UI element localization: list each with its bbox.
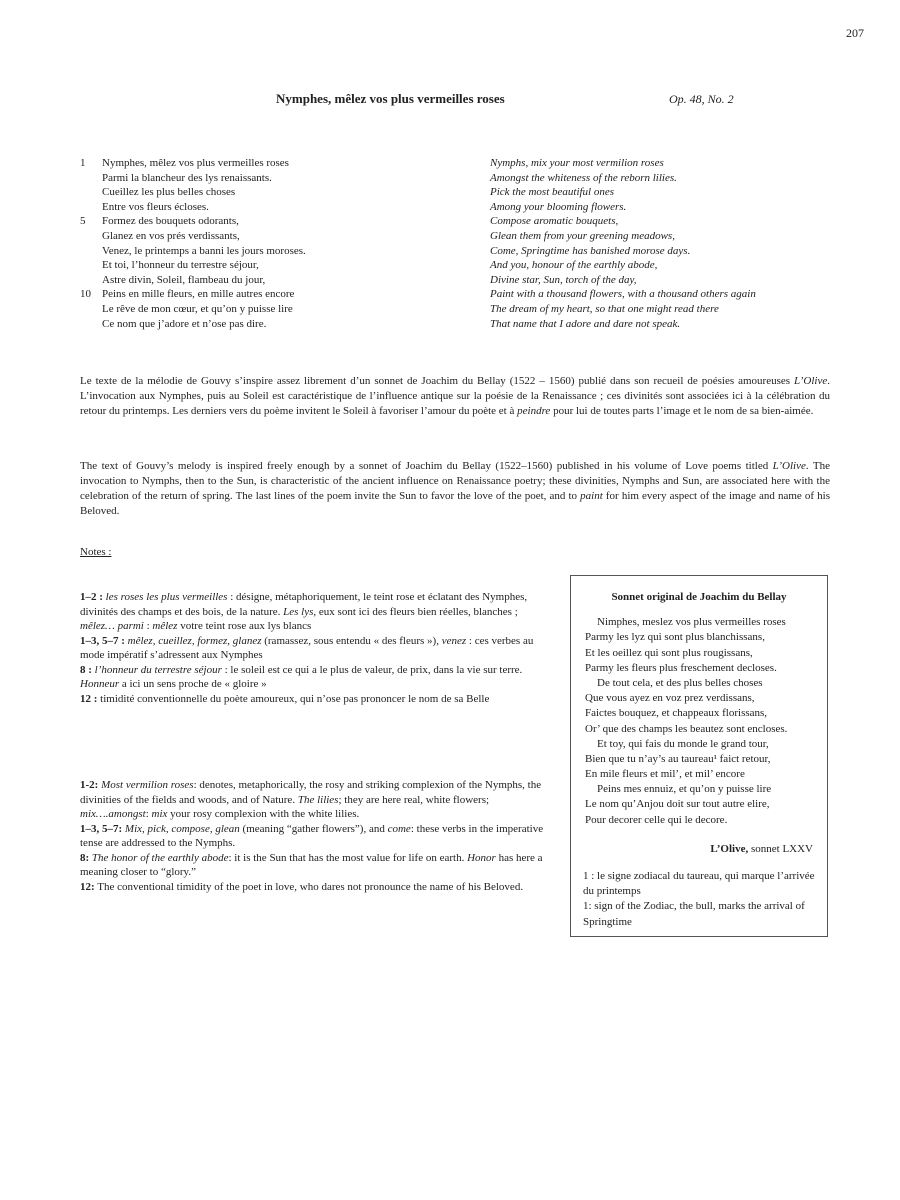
sonnet-line: Nimphes, meslez vos plus vermeilles roses <box>597 616 786 629</box>
sonnet-line: Or’ que des champs les beautez sont encloses. <box>585 722 788 735</box>
poem-fr-line <box>80 171 306 186</box>
note-item <box>80 590 550 634</box>
italic-run: The honor of the earthly abode <box>91 851 229 864</box>
source-detail: sonnet LXXV <box>748 842 813 855</box>
sonnet-line: De tout cela, et des plus belles choses <box>597 676 763 689</box>
verse-text: Venez, le printemps a banni les jours moroses. <box>102 244 306 257</box>
sonnet-line: En mile fleurs et mil’, et mil’ encore <box>585 768 745 781</box>
opus-number: Op. 48, No. 2 <box>669 92 734 106</box>
note-item <box>80 692 550 707</box>
italic-run: peindre <box>517 405 551 417</box>
text-run: votre teint rose aux lys blancs <box>177 620 312 632</box>
italic-run: Most vermilion roses <box>101 779 194 791</box>
verse-text: Formez des bouquets odorants, <box>102 215 239 228</box>
text-run: (ramassez, sous entendu « des fleurs »), <box>261 634 442 647</box>
verse-text: Le rêve de mon cœur, et qu’on y puisse lire <box>102 302 293 315</box>
text-run: : denotes, metaphorically, the rosy and striking complexion of the Nymphs, the divinities of the fields and woods, and of Nature. <box>80 779 542 806</box>
note-item <box>80 822 550 851</box>
source-title: L’Olive, <box>710 842 749 855</box>
poem-fr-line <box>80 214 306 229</box>
poem-english <box>490 156 756 331</box>
verse-text: Entre vos fleurs écloses. <box>102 200 209 213</box>
note-ref: 1-2: <box>80 779 99 791</box>
poem-fr-line <box>80 229 306 244</box>
italic-run: Mix, pick, compose, glean <box>124 822 240 835</box>
verse-text: Parmi la blancheur des lys renaissants. <box>102 171 272 184</box>
line-number <box>80 258 102 273</box>
text-run: The text of Gouvy’s melody is inspired freely enough by a sonnet of Joachim du Bellay (1522–1560) published in his volume of Love poems titled <box>80 460 773 472</box>
poem-fr-line <box>80 185 306 200</box>
poem-en-line: And you, honour of the earthly abode, <box>490 259 658 272</box>
commentary-french <box>80 374 830 419</box>
notes-french <box>80 590 550 706</box>
poem-fr-line <box>80 200 306 215</box>
text-run: timidité conventionnelle du poète amoureux, qui n’ose pas prononcer le nom de sa Belle <box>97 692 490 705</box>
italic-run: The lilies <box>297 793 339 806</box>
verse-text: Glanez en vos prés verdissants, <box>102 229 240 242</box>
sonnet-line: Et les oeillez qui sont plus rougissans, <box>585 646 753 659</box>
sonnet-line: Faictes bouquez, et chappeaux florissans, <box>585 707 768 720</box>
text-run: : it is the Sun that has the most value for life on earth. <box>228 851 468 864</box>
sonnet-line: Parmy les lyz qui sont plus blanchissans, <box>585 631 765 644</box>
line-number <box>80 317 102 332</box>
line-number: 1 <box>80 157 86 169</box>
poem-fr-line <box>80 156 306 171</box>
note-ref: 1–3, 5–7 : <box>80 634 125 647</box>
poem-en-line: Among your blooming flowers. <box>490 200 627 213</box>
sonnet-source <box>571 842 827 857</box>
text-run: : ces verbes au mode impératif s’adressent aux Nymphes <box>80 634 534 661</box>
poem-en-line: Come, Springtime has banished morose days. <box>490 244 691 257</box>
italic-run: Les lys <box>283 605 314 618</box>
poem-en-line: Amongst the whiteness of the reborn lilies. <box>490 171 677 184</box>
text-run: ; they are here real, white flowers; <box>338 793 490 806</box>
commentary-english <box>80 459 830 519</box>
text-run: : <box>145 808 152 820</box>
italic-run: mêlez <box>152 620 178 632</box>
note-ref: 12: <box>80 880 95 893</box>
verse-text: Astre divin, Soleil, flambeau du jour, <box>102 273 266 286</box>
note-ref: 1–3, 5–7: <box>80 822 123 835</box>
text-run: , eux sont ici des fleurs bien réelles, blanches ; <box>313 605 518 618</box>
sonnet-footnote-en: 1: sign of the Zodiac, the bull, marks the arrival of Springtime <box>583 900 805 928</box>
text-run: a ici un sens proche de « gloire » <box>119 678 267 690</box>
note-ref: 8: <box>80 851 90 864</box>
text-run: . L’invocation aux Nymphes, puis au Soleil est caractéristique de l’influence antique sur la poésie de la Renaissance ; ces divinités sont associées ici à la célébration du retour du printemps. Les derniers vers du poème invitent le Soleil à favoriser l’amour du poète et à <box>80 375 830 417</box>
poem-en-line: Glean them from your greening meadows, <box>490 229 675 242</box>
notes-english <box>80 778 550 894</box>
text-run: . The invocation to Nymphs, then to the Sun, is characteristic of the ancient influence on Renaissance poetry; these divinities, Nymphs and Sun, are associated here with the celebration of the return of spring. The last lines of the poem invite the Sun to favor the love of the poet, and to <box>80 460 830 502</box>
italic-run: les roses les plus vermeilles <box>105 591 228 603</box>
verse-text: Nymphes, mêlez vos plus vermeilles roses <box>102 157 289 169</box>
poem-en-line: Compose aromatic bouquets, <box>490 215 619 228</box>
italic-run: mêlez… parmi <box>80 620 144 632</box>
sonnet-line: Que vous ayez en voz prez verdissans, <box>585 692 755 705</box>
note-item <box>80 851 550 880</box>
sonnet-lines <box>571 615 827 828</box>
line-number <box>80 185 102 200</box>
sonnet-line: Bien que tu n’ay’s au taureau¹ faict retour, <box>585 752 771 765</box>
italic-run: L’Olive <box>772 460 806 472</box>
page-title: Nymphes, mêlez vos plus vermeilles roses <box>276 91 505 106</box>
text-run: has here a meaning closer to “glory.” <box>80 851 543 878</box>
notes-heading: Notes : <box>80 546 112 558</box>
text-run: The conventional timidity of the poet in love, who dares not pronounce the name of his Beloved. <box>94 880 524 893</box>
poem-fr-line <box>80 287 306 302</box>
note-item <box>80 663 550 692</box>
text-run: Le texte de la mélodie de Gouvy s’inspire assez librement d’un sonnet de Joachim du Bellay (1522 – 1560) publié dans son recueil de poésies amoureuses <box>80 375 795 387</box>
poem-fr-line <box>80 258 306 273</box>
line-number: 5 <box>80 215 86 228</box>
text-run: : désigne, métaphoriquement, le teint rose et éclatant des Nymphes, divinités des champs et des bois, de la nature. <box>80 591 528 618</box>
italic-run: l’honneur du terrestre séjour <box>94 663 222 676</box>
poem-en-line: Divine star, Sun, torch of the day, <box>490 273 637 286</box>
line-number: 10 <box>80 288 91 301</box>
note-ref: 1–2 : <box>80 591 103 603</box>
italic-run: mix….amongst <box>80 808 146 820</box>
poem-fr-line <box>80 302 306 317</box>
note-item <box>80 634 550 663</box>
poem-fr-line <box>80 317 306 332</box>
italic-run: Honneur <box>80 678 120 690</box>
text-run: (meaning “gather flowers”), and <box>239 822 388 835</box>
note-ref: 8 : <box>80 663 92 676</box>
verse-text: Cueillez les plus belles choses <box>102 186 236 199</box>
text-run: : these verbs in the imperative tense are addressed to the Nymphs. <box>80 822 544 849</box>
text-run: pour lui de toutes parts l’image et le nom de sa bien-aimée. <box>550 405 814 417</box>
verse-text: Peins en mille fleurs, en mille autres encore <box>102 288 295 301</box>
poem-en-line: The dream of my heart, so that one might read there <box>490 302 719 315</box>
note-item <box>80 778 550 822</box>
sonnet-line: Parmy les fleurs plus freschement decloses. <box>585 661 777 674</box>
text-run: : <box>143 620 153 632</box>
italic-run: paint <box>580 490 603 502</box>
page-number: 207 <box>846 26 864 40</box>
poem-fr-line <box>80 273 306 288</box>
poem-french <box>80 156 306 331</box>
line-number <box>80 302 102 317</box>
italic-run: mêlez, cueillez, formez, glanez <box>127 634 262 647</box>
italic-run: come <box>387 822 411 835</box>
line-number <box>80 244 102 259</box>
italic-run: Honor <box>467 851 496 864</box>
poem-en-line: Nymphs, mix your most vermilion roses <box>490 157 664 169</box>
italic-run: L’Olive <box>794 375 828 387</box>
line-number <box>80 273 102 288</box>
line-number <box>80 229 102 244</box>
sonnet-line: Pour decorer celle qui le decore. <box>585 813 728 826</box>
poem-en-line: Pick the most beautiful ones <box>490 186 615 199</box>
verse-text: Ce nom que j’adore et n’ose pas dire. <box>102 317 267 330</box>
original-sonnet-box <box>570 575 828 937</box>
text-run: : le soleil est ce qui a le plus de valeur, de prix, dans la vie sur terre. <box>221 663 523 676</box>
italic-run: mix <box>151 808 168 820</box>
sonnet-line: Peins mes ennuiz, et qu’on y puisse lire <box>597 783 772 796</box>
sonnet-footnote-fr: 1 : le signe zodiacal du taureau, qui marque l’arrivée du printemps <box>583 870 815 898</box>
poem-en-line: Paint with a thousand flowers, with a thousand others again <box>490 288 756 301</box>
line-number <box>80 200 102 215</box>
text-run: your rosy complexion with the white lilies. <box>167 808 360 820</box>
sonnet-line: Et toy, qui fais du monde le grand tour, <box>597 737 769 750</box>
sonnet-line: Le nom qu’Anjou doit sur tout autre elire, <box>585 798 770 811</box>
text-run: for him every aspect of the image and name of his Beloved. <box>80 490 830 517</box>
note-item <box>80 880 550 895</box>
line-number <box>80 171 102 186</box>
poem-en-line: That name that I adore and dare not speak. <box>490 317 681 330</box>
note-ref: 12 : <box>80 692 98 705</box>
verse-text: Et toi, l’honneur du terrestre séjour, <box>102 259 259 272</box>
italic-run: venez <box>441 634 467 647</box>
sonnet-title: Sonnet original de Joachim du Bellay <box>611 591 787 603</box>
poem-fr-line <box>80 244 306 259</box>
